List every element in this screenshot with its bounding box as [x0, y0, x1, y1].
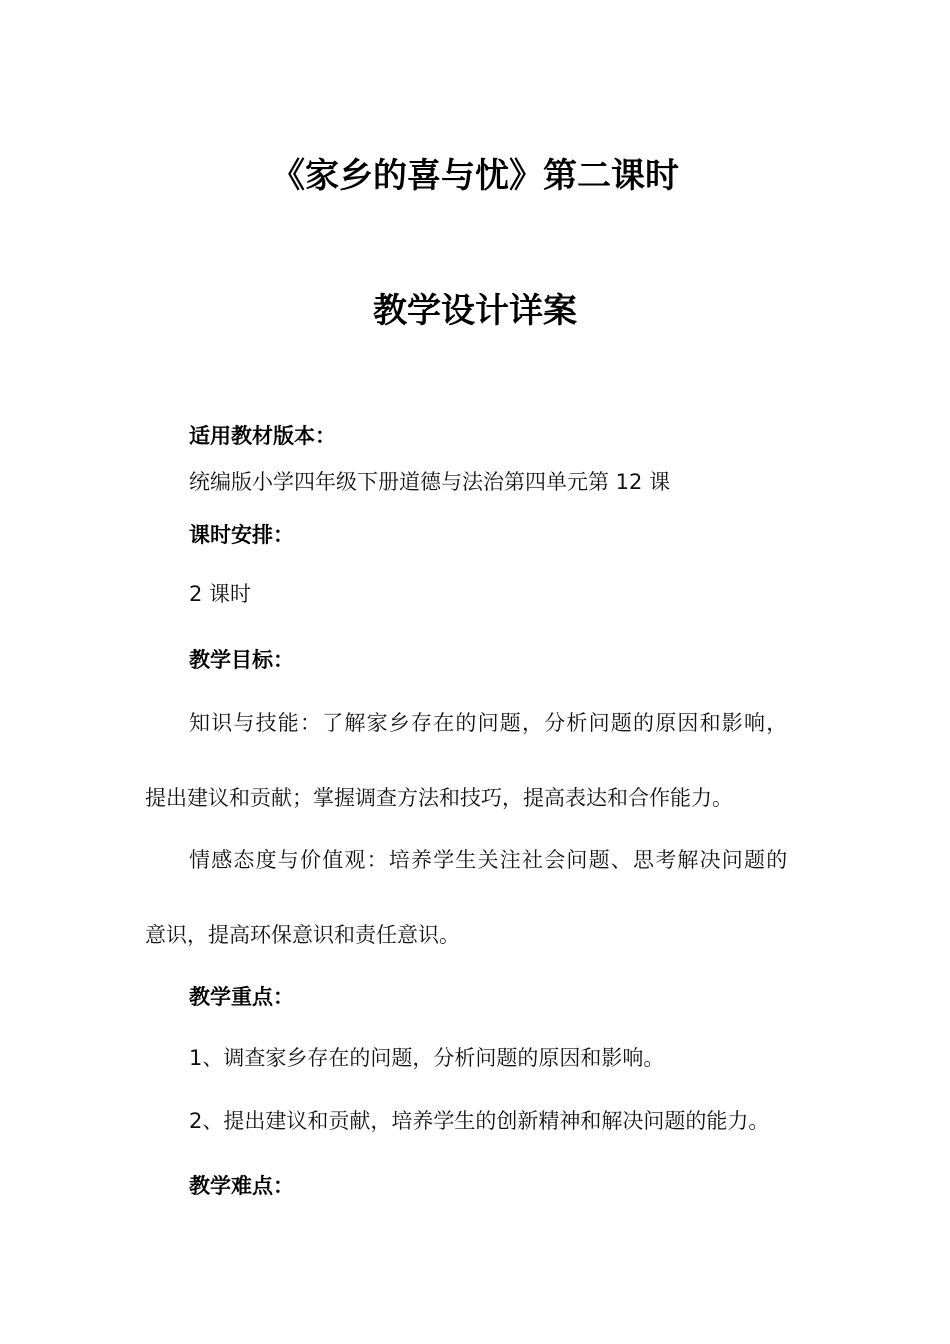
objective-2-line-2: 意识，提高环保意识和责任意识。 — [145, 923, 460, 947]
schedule-label: 课时安排： — [189, 523, 294, 547]
objective-1-line-2: 提出建议和贡献；掌握调查方法和技巧，提高表达和合作能力。 — [145, 786, 733, 810]
textbook-label: 适用教材版本： — [189, 424, 336, 448]
objective-1-line-1: 知识与技能：了解家乡存在的问题，分析问题的原因和影响， — [189, 711, 789, 735]
objectives-label: 教学目标： — [189, 648, 294, 672]
key-point-2: 2、提出建议和贡献，培养学生的创新精神和解决问题的能力。 — [189, 1109, 770, 1133]
document-title: 《家乡的喜与忧》第二课时 — [271, 156, 679, 196]
document-subtitle: 教学设计详案 — [373, 291, 577, 331]
schedule-value: 2 课时 — [189, 582, 252, 606]
textbook-value: 统编版小学四年级下册道德与法治第四单元第 12 课 — [189, 470, 671, 494]
key-points-label: 教学重点： — [189, 985, 294, 1009]
key-point-1: 1、调查家乡存在的问题，分析问题的原因和影响。 — [189, 1046, 665, 1070]
difficulties-label: 教学难点： — [189, 1174, 294, 1198]
objective-2-line-1: 情感态度与价值观：培养学生关注社会问题、思考解决问题的 — [189, 848, 789, 872]
